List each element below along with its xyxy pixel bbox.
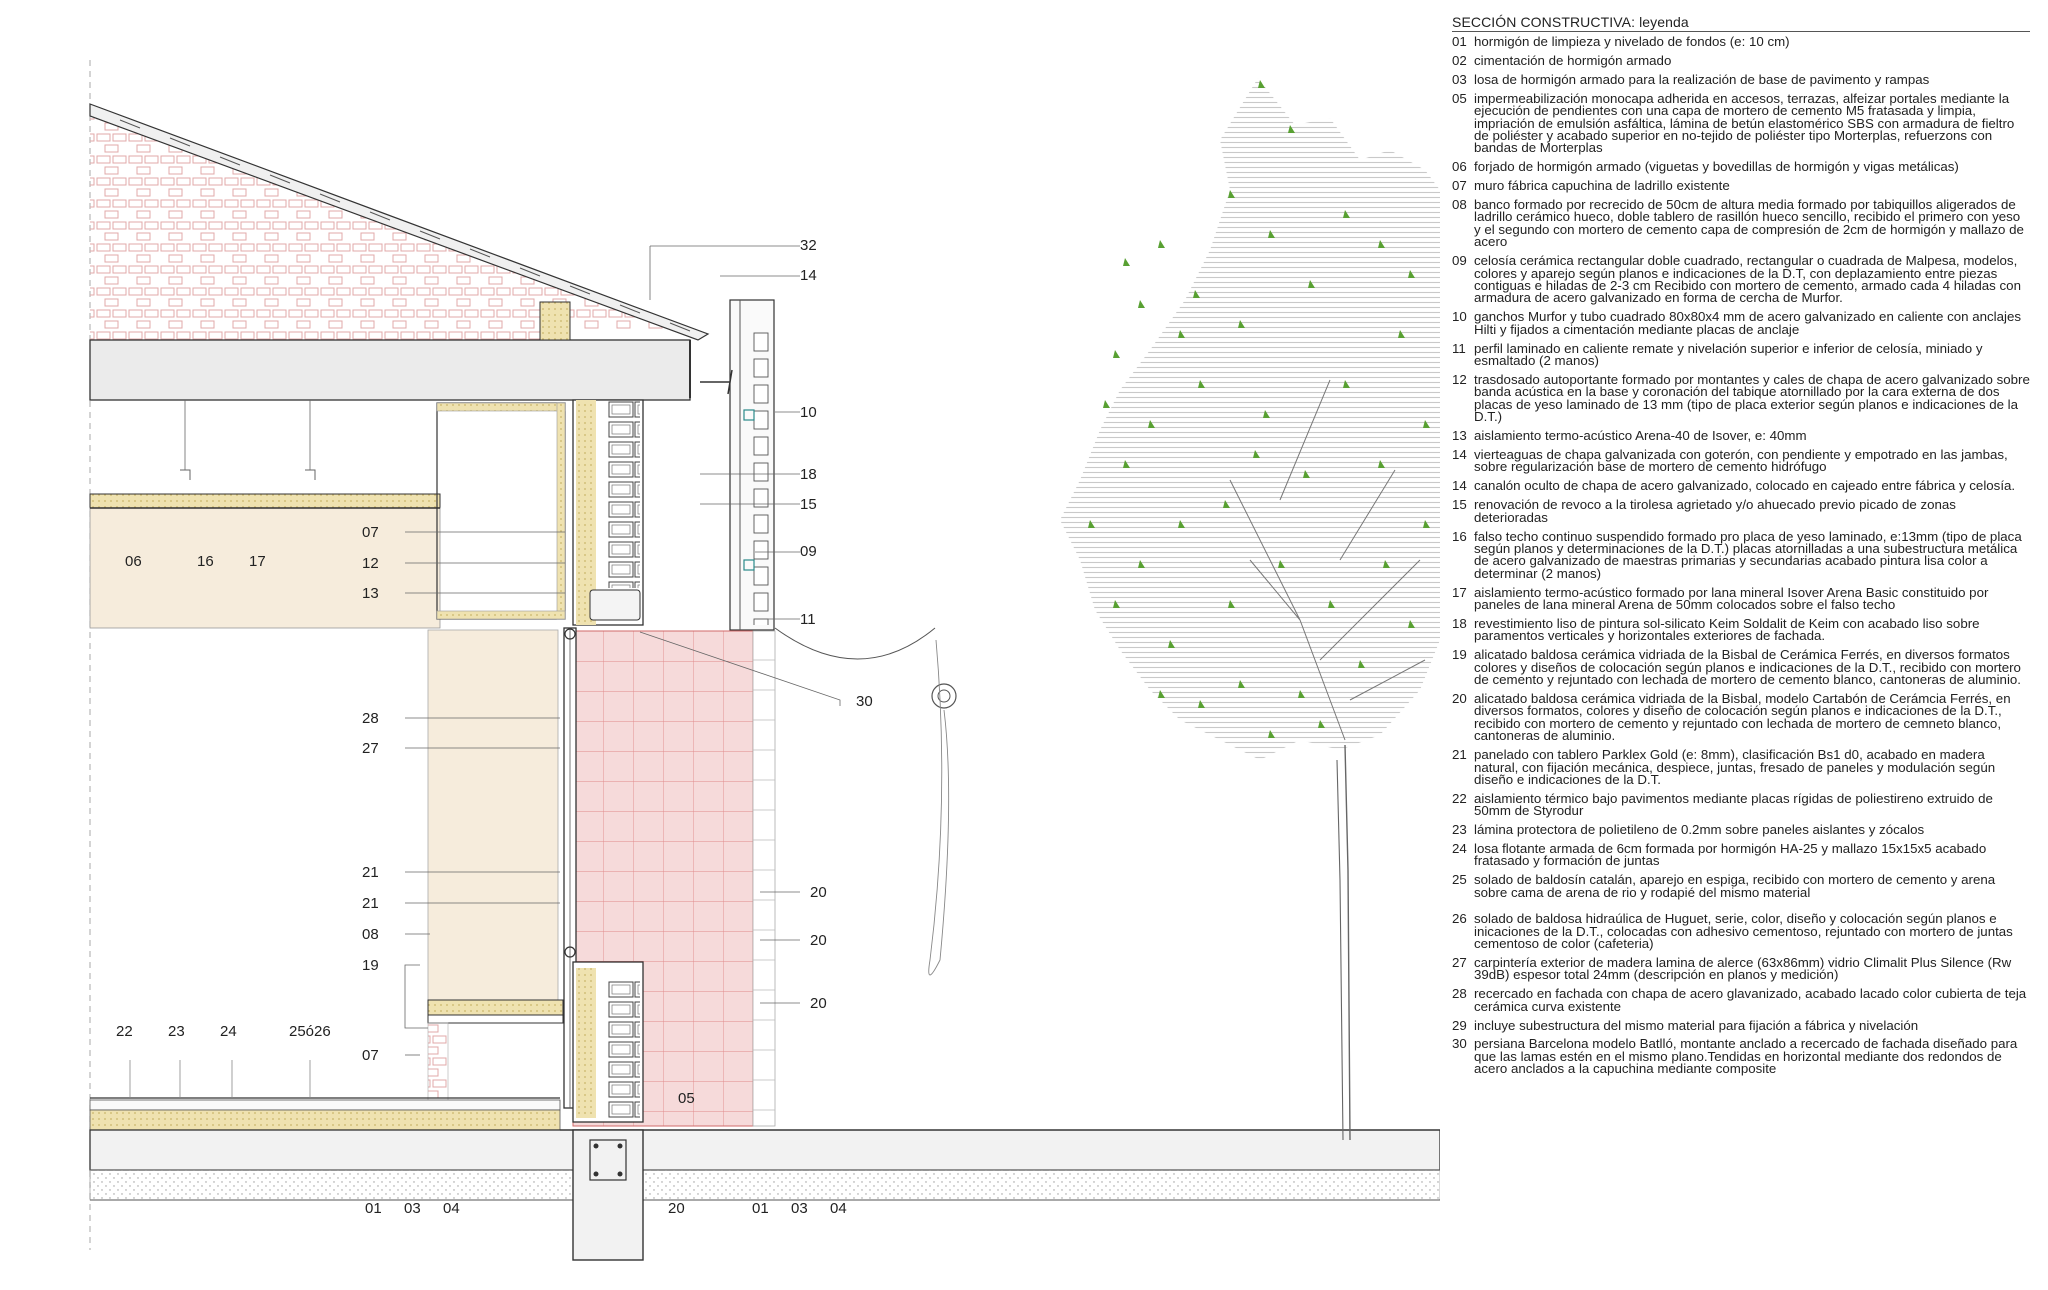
legend-text: cimentación de hormigón armado [1474,52,1672,68]
legend-item [1452,311,2030,336]
callout-label: 10 [800,404,817,421]
legend-item [1452,615,2030,644]
legend-title: SECCIÓN CONSTRUCTIVA: leyenda [1452,14,2030,32]
legend-text: vierteaguas de chapa galvanizada con goterón, con pendiente y empotrado en las jambas, sobre regularización base de mortero de cemento hidrófugo [1474,446,2008,475]
callout-label: 30 [856,693,873,710]
legend-text: forjado de hormigón armado (viguetas y bovedillas de hormigón y vigas metálicas) [1474,159,1959,175]
legend-item [1452,371,2030,425]
callout-label: 28 [362,710,379,727]
upper-window-frame [437,403,565,619]
parklex-panel [428,630,558,1000]
legend-item [1452,199,2030,249]
legend-text: lámina protectora de polietileno de 0.2mm sobre paneles aislantes y zócalos [1474,822,1925,838]
roof [90,104,708,400]
legend-item [1452,180,2030,192]
callout-label: 16 [197,553,214,570]
legend-item [1452,430,2030,442]
callout-label: 18 [800,466,817,483]
bench-08 [428,1000,563,1103]
callout-label: 15 [800,496,817,513]
legend-text: alicatado baldosa cerámica vidriada de la Bisbal, modelo Cartabón de Cerámcia Ferrés, en diversos formatos, colores y diseño de colocación según planos e indicaciones de la D.T., recibido con mortero de cemento y rejuntado con lechada de mortero de cemneto blanco, cantoneras de aluminio. [1474,690,2011,744]
callout-label: 03 [404,1200,421,1217]
legend-num: 14 [1452,478,1467,494]
legend-item [1452,874,2030,899]
legend-num: 12 [1452,371,1467,387]
legend-text: alicatado baldosa cerámica vidriada de la Bisbal de Cerámica Ferrés, en diversos formatos colores y diseños de colocación según planos e indicaciones de la D.T., recibido con mortero de cemento y rejuntado con lechada de mortero de cemento blanco, cantoneras de aluminio. [1474,647,2021,688]
callout-label: 07 [362,524,379,541]
legend-text: aislamiento termo-acústico Arena-40 de Isover, e: 40mm [1474,428,1807,444]
legend-item [1452,790,2030,819]
legend-num: 27 [1452,954,1467,970]
legend-item [1452,480,2030,492]
legend-item [1452,52,2030,68]
legend-num: 13 [1452,428,1467,444]
legend-text: perfil laminado en caliente remate y nivelación superior e inferior de celosía, miniado y esmaltado (2 manos) [1474,340,1983,369]
legend-text: hormigón de limpieza y nivelado de fondos (e: 10 cm) [1474,34,1790,49]
legend-num: 07 [1452,178,1467,194]
celosia-column [700,300,774,630]
legend-text: carpintería exterior de madera lamina de alerce (63x86mm) vidrio Climalit Plus Silence (Rw 39dB) espesor total 24mm (descripción en planos y medición) [1474,954,2012,983]
callout-label: 12 [362,555,379,572]
legend-num: 10 [1452,309,1467,325]
callout-label: 21 [362,895,379,912]
legend-item [1452,340,2030,369]
legend-item [1452,1017,2030,1033]
legend-text: persiana Barcelona modelo Batlló, montante anclado a recercado de fachada diseñado para que las lamas estén en el mismo plano.Tendidas en horizontal mediante dos redondos de acero anclados a la capuchina mediante composite [1474,1036,2018,1077]
legend-item [1452,913,2030,950]
callout-label: 07 [362,1047,379,1064]
legend-item [1452,1038,2030,1075]
legend-item [1452,988,2030,1013]
legend-num: 15 [1452,497,1467,513]
legend-text: revestimiento liso de pintura sol-silicato Keim Soldalit de Keim con acabado liso sobre paramentos verticales y horizontales exteriores de fachada. [1474,615,1980,644]
legend-item [1452,528,2030,581]
legend-item [1452,255,2030,305]
legend-text: impermeabilización monocapa adherida en accesos, terrazas, alfeizar portales mediante la ejecución de pendientes con una capa de mortero de cemento M5 fratasada y limpia, impriación de emulsión asfáltica, lámina de betún elastomérico SBS con armadura de fieltro de poliéster y acabado superior en no-tejido de poliéster tipo Morterplas, refuerzons con bandas de Morterplas [1474,90,2015,156]
callout-label: 32 [800,237,817,254]
legend-item [1452,71,2030,87]
legend-num: 05 [1452,90,1467,106]
legend-num: 09 [1452,253,1467,269]
callout-label: 20 [668,1200,685,1217]
callout-label: 06 [125,553,142,570]
legend-num: 21 [1452,747,1467,763]
legend-text: trasdosado autoportante formado por montantes y cales de chapa de acero galvanizado sobre banda acústica en la base y coronación del tabique atornillado por la cara externa de dos placas de yeso laminado de 13 mm (tipo de placa exterior según planos e indicaciones de la D.T.) [1474,371,2030,425]
callout-label: 04 [443,1200,460,1217]
callout-label: 13 [362,585,379,602]
callout-label: 21 [362,864,379,881]
legend-item [1452,584,2030,613]
legend-num: 30 [1452,1036,1467,1052]
legend-num: 08 [1452,197,1467,213]
callout-label: 05 [678,1090,695,1107]
legend-text: recercado en fachada con chapa de acero glavanizado, acabado lacado color cubierta de teja cerámica curva existente [1474,986,2027,1014]
callout-label: 08 [362,926,379,943]
interior-floor [90,1060,560,1130]
legend-num: 25 [1452,872,1467,888]
legend-num: 14 [1452,446,1467,462]
legend-num: 16 [1452,528,1467,544]
legend-text: banco formado por recrecido de 50cm de altura media formado por tabiquillos aligerados de ladrillo cerámico hueco, doble tablero de rasillón hueco sencillo, recibido el primero con yeso y el segundo con mortero de cemento capa de compresión de 2cm de hormigón y mallazo de acero [1474,197,2024,250]
legend-num: 20 [1452,690,1467,706]
callout-label: 19 [362,957,379,974]
legend-item [1452,824,2030,836]
legend-num: 26 [1452,911,1467,927]
legend-num: 03 [1452,71,1467,87]
legend-item [1452,690,2030,744]
legend-num: 24 [1452,841,1467,857]
legend-num: 23 [1452,822,1467,838]
callout-label: 09 [800,543,817,560]
brick-wall-upper [573,400,643,625]
callout-label: 01 [365,1200,382,1217]
callout-label: 01 [752,1200,769,1217]
callout-label: 22 [116,1023,133,1040]
callout-label: 23 [168,1023,185,1040]
legend-text: canalón oculto de chapa de acero galvanizado, colocado en cajeado entre fábrica y celosía. [1474,478,2016,494]
callout-label: 25ó26 [289,1023,331,1040]
legend-item [1452,446,2030,475]
legend-num: 02 [1452,52,1467,68]
legend-num: 18 [1452,615,1467,631]
legend-item [1452,161,2030,173]
legend-text: solado de baldosín catalán, aparejo en espiga, recibido con mortero de cemento y arena sobre cama de arena de rio y rodapié del mismo material [1474,872,1996,900]
legend-item [1452,90,2030,156]
legend-num: 22 [1452,790,1467,806]
legend-num: 29 [1452,1017,1467,1033]
callout-label: 17 [249,553,266,570]
legend-num: 11 [1452,340,1466,356]
callout-label: 14 [800,267,817,284]
legend-text: renovación de revoco a la tirolesa agrietado y/o ahuecado previo picado de zonas deterioradas [1474,497,1956,525]
callout-label: 20 [810,884,827,901]
callout-label: 11 [800,611,816,628]
legend-item [1452,749,2030,786]
ground-slab [90,1130,1440,1200]
persiana-30 [775,628,956,975]
legend-item [1452,843,2030,868]
legend-text: losa de hormigón armado para la realización de base de pavimento y rampas [1474,71,1930,87]
legend-num: 01 [1452,34,1467,49]
legend-text: incluye subestructura del mismo material para fijación a fábrica y nivelación [1474,1017,1919,1033]
forjado-06 [90,400,440,628]
legend-text: aislamiento térmico bajo pavimentos mediante placas rígidas de poliestireno extruido de 50mm de Styrodur [1474,790,1993,819]
legend-text: panelado con tablero Parklex Gold (e: 8mm), clasificación Bs1 d0, acabado en madera natural, con fijación mecánica, despiece, juntas, fresado de paneles y modulación según diseño e indicaciones de la D.T. [1474,747,1996,787]
legend-item [1452,36,2030,48]
legend-num: 28 [1452,986,1467,1002]
legend-text: aislamiento termo-acústico formado por lana mineral Isover Arena Basic constituido por paneles de lana mineral Arena de 50mm colocados sobre el falso techo [1474,584,1989,613]
callout-label: 20 [810,932,827,949]
legend-num: 06 [1452,159,1467,175]
callout-label: 27 [362,740,379,757]
legend-item [1452,499,2030,524]
legend-text: celosía cerámica rectangular doble cuadrado, rectangular o cuadrada de Malpesa, modelos, colores y aparejo según planos e indicaciones de la D.T, con deplazamiento entre piezas contiguas e hiladas de 2-3 cm Recibido con mortero de cemento, armado cada 4 hiladas con armadura de acero galvanizado en forma de cercha de Murfor. [1474,253,2021,306]
legend-panel [1452,14,2030,1082]
callout-label: 03 [791,1200,808,1217]
callout-label: 20 [810,995,827,1012]
foundation-02 [573,1130,643,1260]
legend-num: 17 [1452,584,1467,600]
legend-item [1452,649,2030,686]
brick-wall-lower [573,962,643,1122]
callout-label: 24 [220,1023,237,1040]
legend-text: falso techo continuo suspendido formado pro placa de yeso laminado, e:13mm (tipo de placa según planos y determinaciones de la D.T.) placas atornilladas a una subestructura metálica de acero galvanizado de maestras primarias y secundarias acabado pintura lisa color a determinar (2 manos) [1474,528,2022,581]
callout-label: 04 [830,1200,847,1217]
legend-text: losa flotante armada de 6cm formada por hormigón HA-25 y mallazo 15x15x5 acabado fratasado y formación de juntas [1474,841,1987,869]
tree-silhouette [1060,78,1440,1140]
legend-text: ganchos Murfor y tubo cuadrado 80x80x4 mm de acero galvanizado en caliente con anclajes Hilti y fijados a cimentación mediante placas de anclaje [1474,309,2021,337]
legend-text: solado de baldosa hidraúlica de Huguet, serie, color, diseño y colocación según planos e inicaciones de la D.T., colocadas con adhesivo cementoso, rejuntado con mortero de juntas cementoso de color (cafeteria) [1474,911,2013,951]
legend-num: 19 [1452,647,1467,663]
legend-text: muro fábrica capuchina de ladrillo existente [1474,178,1730,194]
legend-item [1452,954,2030,983]
